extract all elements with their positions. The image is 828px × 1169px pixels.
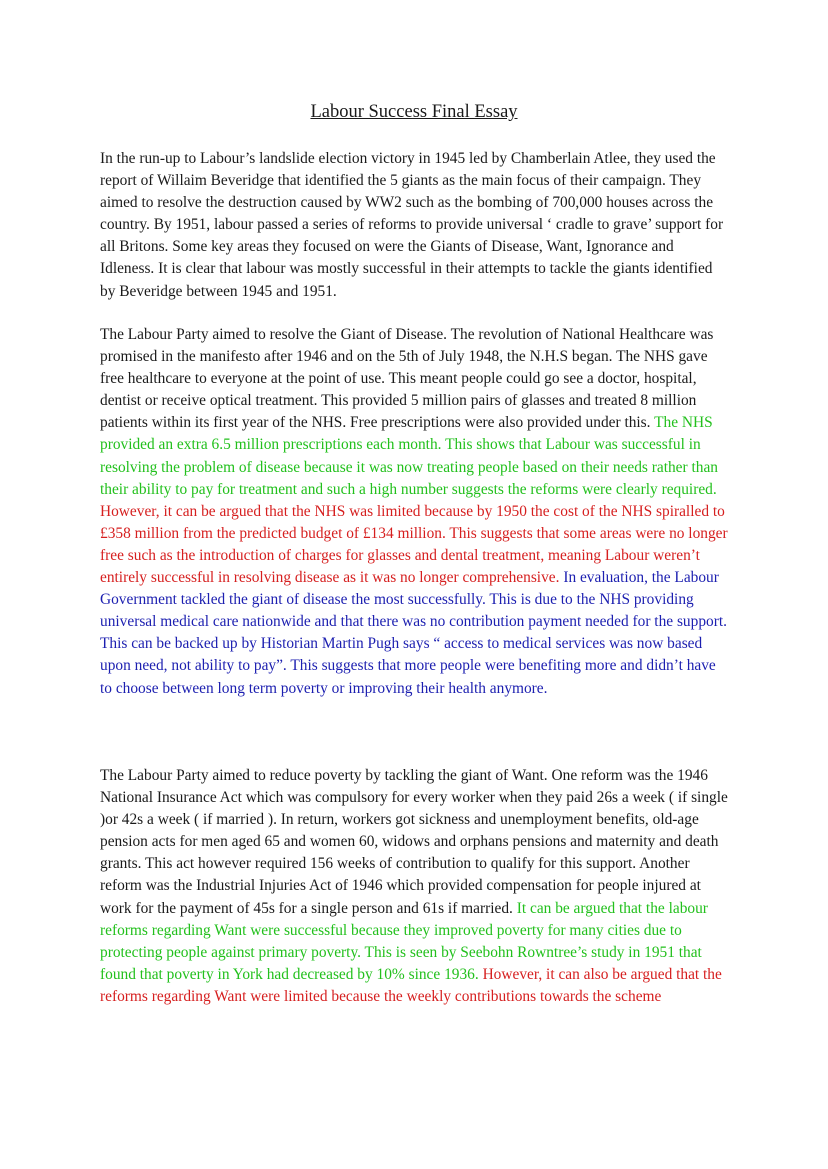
paragraph-text: In the run-up to Labour’s landslide election victory in 1945 led by Chamberlain Atlee, they used the report of Willaim Beveridge that identified the 5 giants as the main focus of their campaign. They aimed to resolve the destruction caused by WW2 such as the bombing of 700,000 houses across the country. By 1951, labour passed a series of reforms to provide universal ‘ cradle to grave’ support for all Britons. Some key areas they focused on were the Giants of Disease, Want, Ignorance and Idleness. It is clear that labour was mostly successful in their attempts to tackle the giants identified by Beveridge between 1945 and 1951. — [100, 150, 724, 300]
success-argument-text: It can be argued that the labour reforms regarding Want were successful because they improved poverty for many cities due to protecting people against primary poverty. This is seen by Seebohn Rowntree’s study in 1951 that found that poverty in York had decreased by 10% since 1936. — [100, 899, 708, 983]
paragraph-disease — [100, 324, 730, 700]
paragraph-text: The Labour Party aimed to reduce poverty by tackling the giant of Want. One reform was the 1946 National Insurance Act which was compulsory for every worker when they paid 26s a week ( if single )or 42s a week ( if married ). In return, workers got sickness and unemployment benefits, old-age pension acts for men aged 65 and women 60, widows and orphans pensions and maternity and death grants. This act however required 156 weeks of contribution to qualify for this support. Another reform was the Industrial Injuries Act of 1946 which provided compensation for people injured at work for the payment of 45s for a single person and 61s if married. — [100, 767, 728, 917]
success-argument-text: The NHS provided an extra 6.5 million prescriptions each month. This shows that Labour was successful in resolving the problem of disease because it was now treating people based on their needs rather than their ability to pay for treatment and such a high number suggests the reforms were clearly required. — [100, 414, 718, 498]
limitation-argument-text: However, it can be argued that the NHS was limited because by 1950 the cost of the NHS spiralled to £358 million from the predicted budget of £134 million. This suggests that some areas were no longer free such as the introduction of charges for glasses and dental treatment, meaning Labour weren’t entirely successful in resolving disease as it was no longer comprehensive. — [100, 502, 728, 587]
limitation-argument-text: However, it can also be argued that the reforms regarding Want were limited because the weekly contributions towards the scheme — [100, 965, 722, 1005]
paragraph-want — [100, 765, 730, 1008]
page-title: Labour Success Final Essay — [310, 102, 518, 122]
paragraph-introduction — [100, 148, 730, 303]
paragraph-text: The Labour Party aimed to resolve the Giant of Disease. The revolution of National Healthcare was promised in the manifesto after 1946 and on the 5th of July 1948, the N.H.S began. The NHS gave free healthcare to everyone at the point of use. This meant people could go see a doctor, hospital, dentist or receive optical treatment. This provided 5 million pairs of glasses and treated 8 million patients within its first year of the NHS. Free prescriptions were also provided under this. — [100, 326, 714, 432]
evaluation-text: In evaluation, the Labour Government tackled the giant of disease the most successfully. This is due to the NHS providing universal medical care nationwide and that there was no contribution payment needed for the support. This can be backed up by Historian Martin Pugh says “ access to medical services was now based upon need, not ability to pay”. This suggests that more people were benefiting more and didn’t have to choose between long term poverty or improving their health anymore. — [100, 569, 727, 697]
